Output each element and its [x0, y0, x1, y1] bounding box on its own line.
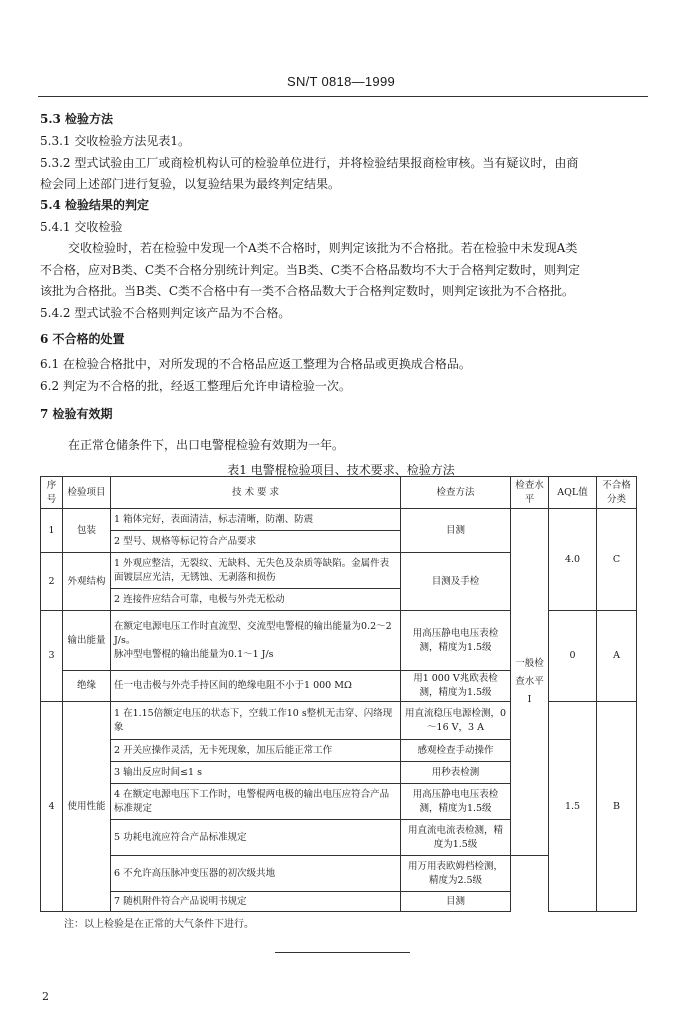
aql-value: 1.5	[549, 702, 597, 912]
row-req: 2 开关应操作灵活，无卡死现象，加压后能正常工作	[111, 740, 401, 762]
row-req: 任一电击极与外壳手持区间的绝缘电阻不小于1 000 MΩ	[111, 671, 401, 702]
section-7: 7 检验有效期	[40, 407, 113, 421]
footer-rule	[275, 952, 410, 953]
header-method: 检查方法	[401, 477, 511, 509]
header-no: 序号	[41, 477, 63, 509]
row-req-line: 在额定电源电压工作时直流型、交流型电警棍的输出能量为0.2～2 J/s。	[114, 620, 392, 646]
section-5-4-1: 5.4.1 交收检验	[40, 220, 123, 234]
row-method: 目测	[401, 509, 511, 553]
row-item: 使用性能	[63, 702, 111, 912]
row-item: 绝缘	[63, 671, 111, 702]
row-req: 1 箱体完好，表面清洁，标志清晰，防潮、防震	[111, 509, 401, 531]
defect-class: B	[597, 702, 637, 912]
header-aql: AQL值	[549, 477, 597, 509]
header-class: 不合格分类	[597, 477, 637, 509]
table-row	[41, 892, 637, 912]
row-method: 用秒表检测	[401, 762, 511, 784]
row-req	[111, 611, 401, 671]
defect-class: A	[597, 611, 637, 702]
row-req: 7 随机附件符合产品说明书规定	[111, 892, 401, 912]
paragraph-line: 该批为合格批。当B类、C类不合格中有一类不合格品数大于合格判定数时，则判定该批为不合格批。	[40, 284, 575, 298]
row-req-line: 脉冲型电警棍的输出能量为0.1～1 J/s	[114, 648, 274, 660]
table-caption: 表1 电警棍检验项目、技术要求、检验方法	[227, 463, 455, 477]
row-req: 3 输出反应时间≤1 s	[111, 762, 401, 784]
section-5-3: 5.3 检验方法	[40, 112, 114, 126]
inspection-level: 一般检查水平Ⅰ	[511, 509, 549, 856]
row-req: 2 连接件应结合可靠，电极与外壳无松动	[111, 589, 401, 611]
row-no: 4	[41, 702, 63, 912]
section-6-2: 6.2 判定为不合格的批，经返工整理后允许申请检验一次。	[40, 379, 351, 393]
row-no: 2	[41, 553, 63, 611]
header-level: 检查水平	[511, 477, 549, 509]
section-5-4: 5.4 检验结果的判定	[40, 198, 150, 212]
paragraph-line: 不合格，应对B类、C类不合格分别统计判定。当B类、C类不合格品数均不大于合格判定数时，则判定	[40, 263, 581, 277]
row-req: 2 型号、规格等标记符合产品要求	[111, 531, 401, 553]
header-req: 技 术 要 求	[111, 477, 401, 509]
table-row	[41, 856, 637, 892]
header-item: 检验项目	[63, 477, 111, 509]
row-no: 1	[41, 509, 63, 553]
row-method: 目测及手检	[401, 553, 511, 611]
section-5-3-2: 5.3.2 型式试验由工厂或商检机构认可的检验单位进行，并将检验结果报商检审核。当有疑议时，由商	[40, 156, 579, 170]
row-method: 感观检查手动操作	[401, 740, 511, 762]
row-req: 4 在额定电源电压下工作时，电警棍两电极的输出电压应符合产品标准规定	[111, 784, 401, 820]
row-method: 用直流稳压电源检测，0～16 V，3 A	[401, 702, 511, 740]
row-no: 3	[41, 611, 63, 702]
table-header-row	[41, 477, 637, 509]
row-method: 用高压静电电压表检测，精度为1.5级	[401, 611, 511, 671]
row-method: 用1 000 V兆欧表检测，精度为1.5级	[401, 671, 511, 702]
aql-value: 4.0	[549, 509, 597, 611]
row-req: 5 功耗电流应符合产品标准规定	[111, 820, 401, 856]
row-req: 1 在1.15倍额定电压的状态下，空载工作10 s整机无击穿、闪络现象	[111, 702, 401, 740]
row-req: 6 不允许高压脉冲变压器的初次级共地	[111, 856, 401, 892]
table-note: 注：以上检验是在正常的大气条件下进行。	[64, 919, 254, 930]
paragraph-line: 交收检验时，若在检验中发现一个A类不合格时，则判定该批为不合格批。若在检验中未发现A类	[68, 241, 578, 255]
row-item: 外观结构	[63, 553, 111, 611]
table-row	[41, 509, 637, 531]
section-6: 6 不合格的处置	[40, 332, 125, 346]
row-item: 输出能量	[63, 611, 111, 671]
section-5-4-2: 5.4.2 型式试验不合格则判定该产品为不合格。	[40, 306, 291, 320]
section-6-1: 6.1 在检验合格批中，对所发现的不合格品应返工整理为合格品或更换成合格品。	[40, 357, 471, 371]
row-method: 目测	[401, 892, 511, 912]
page-number: 2	[42, 990, 49, 1003]
row-method: 用高压静电电压表检测，精度为1.5级	[401, 784, 511, 820]
section-5-3-1: 5.3.1 交收检验方法见表1。	[40, 134, 190, 148]
row-req: 1 外观应整洁，无裂纹、无缺料、无失色及杂质等缺陷。金属件表面镀层应光洁，无锈蚀、无剥落和损伤	[111, 553, 401, 589]
row-method: 用直流电流表检测，精度为1.5级	[401, 820, 511, 856]
aql-value: 0	[549, 611, 597, 702]
section-5-3-2-cont: 检会同上述部门进行复验，以复验结果为最终判定结果。	[40, 177, 341, 191]
defect-class: C	[597, 509, 637, 611]
standard-header: SN/T 0818—1999	[286, 74, 396, 89]
section-7-text: 在正常仓储条件下，出口电警棍检验有效期为一年。	[68, 438, 345, 452]
row-method: 用万用表欧姆档检测，精度为2.5级	[401, 856, 511, 892]
inspection-table	[40, 476, 637, 912]
row-item: 包装	[63, 509, 111, 553]
header-rule	[38, 96, 648, 97]
